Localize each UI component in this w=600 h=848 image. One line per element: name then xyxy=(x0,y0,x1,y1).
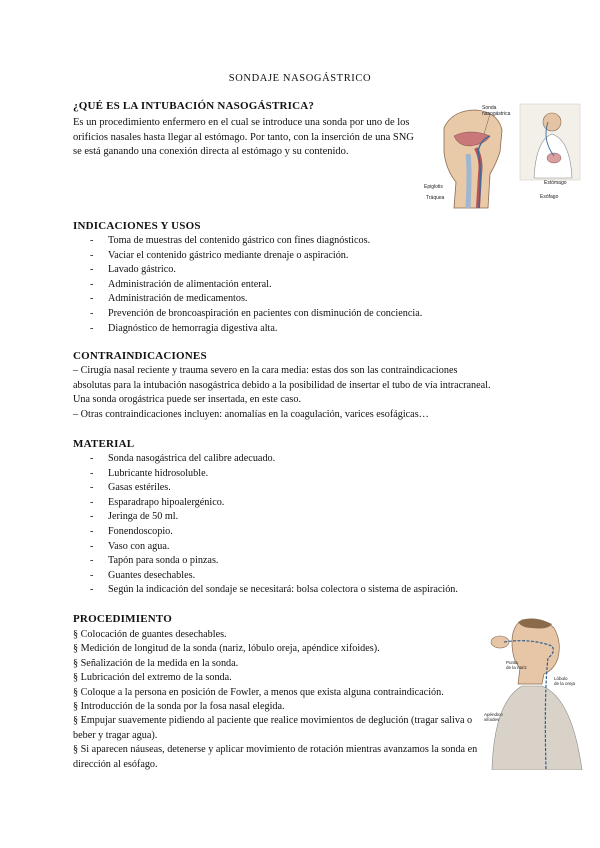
patient-head-shape xyxy=(512,619,559,684)
intro-line: se está ganando una conexión directa al estómago y su contenido. xyxy=(73,146,349,158)
intro-paragraph xyxy=(73,116,443,160)
label-estomago: Estómago xyxy=(544,180,567,186)
list-marker: - xyxy=(90,584,94,596)
list-marker: - xyxy=(90,264,94,276)
list-marker: - xyxy=(90,569,94,581)
contra-line: Una sonda orogástrica puede ser insertada, en este caso. xyxy=(73,394,301,406)
label-sonda: Sonda xyxy=(482,105,497,111)
contra-line: absolutas para la intubación nasogástrica debido a la posibilidad de insertar el tubo de vía intracraneal. xyxy=(73,379,491,391)
patient-torso xyxy=(492,686,582,770)
label-apendice-2: xifoides xyxy=(484,717,500,722)
list-item: - Diagnóstico de hemorragia digestiva alta. xyxy=(90,322,422,337)
label-nasogastrica: nasogástrica xyxy=(482,111,511,117)
label-esofago: Esófago xyxy=(540,194,559,200)
contraindicaciones-heading: CONTRAINDICACIONES xyxy=(73,350,207,362)
indicaciones-heading: INDICACIONES Y USOS xyxy=(73,220,201,232)
label-lobulo: Lóbulo xyxy=(554,676,568,681)
list-marker: - xyxy=(90,293,94,305)
contraindicaciones-paragraph xyxy=(73,364,533,422)
contra-line: – Cirugía nasal reciente y trauma severo en la cara media: estas dos son las contraindicaciones xyxy=(73,365,458,376)
indicaciones-list xyxy=(90,234,422,336)
tube-measurement-figure xyxy=(482,612,586,770)
label-apendice: Apéndice xyxy=(484,712,503,717)
head-section-shape xyxy=(444,110,502,208)
procedure-step: § Señalización de la medida en la sonda. xyxy=(73,657,239,669)
procedure-step: § Medición de longitud de la sonda (nariz, lóbulo oreja, apéndice xifoides). xyxy=(73,643,380,655)
list-item: - Jeringa de 50 ml. xyxy=(90,510,458,525)
label-traquea: Tráquea xyxy=(426,195,445,201)
list-marker: - xyxy=(90,453,94,464)
list-item: - Sonda nasogástrica del calibre adecuado. xyxy=(90,452,458,467)
procedure-step: § Colocación de guantes desechables. xyxy=(73,629,227,640)
procedimiento-heading: PROCEDIMIENTO xyxy=(73,613,172,625)
material-heading: MATERIAL xyxy=(73,438,135,450)
procedure-step: § Si aparecen náuseas, detenerse y aplicar movimiento de rotación mientras avanzamos la sonda en dirección al esófago. xyxy=(73,744,478,770)
label-punta-nariz-2: de la nariz xyxy=(506,665,527,670)
nasogastric-anatomy-figure xyxy=(424,100,584,210)
intro-line: orificios nasales hasta llegar al estómago. Por tanto, con la inserción de una SNG xyxy=(73,131,414,143)
list-marker: - xyxy=(90,511,94,523)
list-item: - Vaciar el contenido gástrico mediante drenaje o aspiración. xyxy=(90,249,422,264)
procedure-step: § Introducción de la sonda por la fosa nasal elegida. xyxy=(73,701,285,713)
list-item: - Toma de muestras del contenido gástrico con fines diagnósticos. xyxy=(90,234,422,249)
list-item: - Administración de alimentación enteral. xyxy=(90,278,422,293)
list-item: - Administración de medicamentos. xyxy=(90,292,422,307)
list-marker: - xyxy=(90,496,94,508)
list-marker: - xyxy=(90,278,94,290)
list-item: - Guantes desechables. xyxy=(90,569,458,584)
list-item: - Tapón para sonda o pinzas. xyxy=(90,554,458,569)
contra-line: – Otras contraindicaciones incluyen: anomalías en la coagulación, varices esofágicas… xyxy=(73,408,429,420)
list-marker: - xyxy=(90,235,94,246)
material-list xyxy=(90,452,458,598)
list-marker: - xyxy=(90,482,94,494)
list-item: - Esparadrapo hipoalergénico. xyxy=(90,496,458,511)
list-marker: - xyxy=(90,525,94,537)
patient-head xyxy=(543,113,561,131)
list-marker: - xyxy=(90,555,94,567)
procedimiento-steps xyxy=(73,628,483,772)
list-item: - Vaso con agua. xyxy=(90,540,458,555)
label-epiglotis: Epiglotis xyxy=(424,184,443,190)
list-marker: - xyxy=(90,249,94,261)
document-title: SONDAJE NASOGÁSTRICO xyxy=(228,73,372,84)
label-lobulo-2: de la oreja xyxy=(554,681,576,686)
procedure-step: § Lubricación del extremo de la sonda. xyxy=(73,672,232,684)
label-punta-nariz: Punta xyxy=(506,660,518,665)
procedure-step: § Empujar suavemente pidiendo al paciente que realice movimientos de deglución (tragar saliva o beber y tragar agua). xyxy=(73,715,473,741)
intro-line: Es un procedimiento enfermero en el cual se introduce una sonda por uno de los xyxy=(73,117,410,128)
list-item: - Fonendoscopio. xyxy=(90,525,458,540)
list-item: - Según la indicación del sondaje se necesitará: bolsa colectora o sistema de aspiración. xyxy=(90,583,458,598)
trachea-shape xyxy=(468,154,469,208)
intro-heading: ¿QUÉ ES LA INTUBACIÓN NASOGÁSTRICA? xyxy=(73,100,315,112)
list-item: - Gasas estériles. xyxy=(90,481,458,496)
list-marker: - xyxy=(90,540,94,552)
list-item: - Lubricante hidrosoluble. xyxy=(90,467,458,482)
list-item: - Lavado gástrico. xyxy=(90,263,422,278)
list-item: - Prevención de broncoaspiración en pacientes con disminución de conciencia. xyxy=(90,307,422,322)
list-marker: - xyxy=(90,322,94,334)
list-marker: - xyxy=(90,467,94,479)
stomach-shape xyxy=(547,153,561,163)
procedure-step: § Coloque a la persona en posición de Fowler, a menos que exista alguna contraindicación. xyxy=(73,686,444,698)
list-marker: - xyxy=(90,307,94,319)
